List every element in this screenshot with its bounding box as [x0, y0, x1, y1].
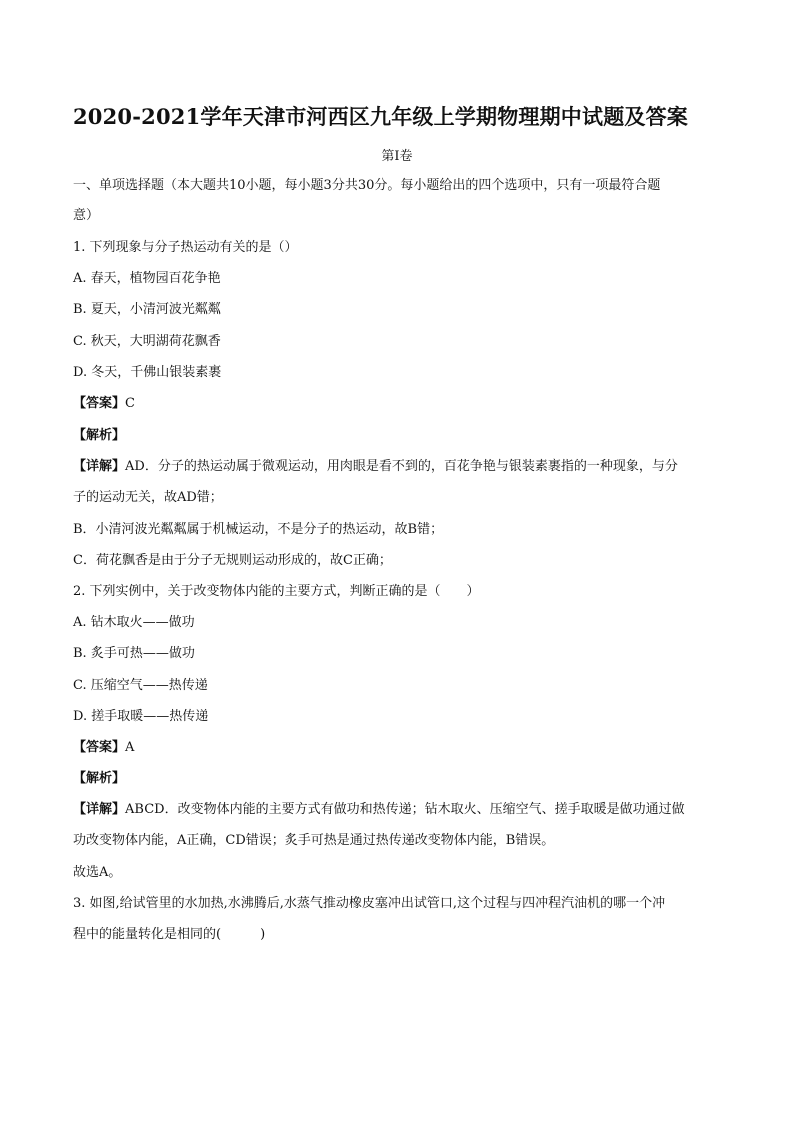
q1-analysis-tag: 【解析】: [73, 428, 126, 443]
q1-answer-value: C: [125, 396, 135, 411]
q2-option-b: B. 炙手可热——做功: [73, 646, 195, 661]
q1-detail-line3: B．小清河波光粼粼属于机械运动，不是分子的热运动，故B错；: [73, 522, 444, 537]
q2-detail-label: 【详解】: [73, 802, 126, 817]
section-heading-line1: 一、单项选择题（本大题共10小题，每小题3分共30分。每小题给出的四个选项中，只有一项最符合题: [73, 178, 661, 193]
q2-option-d: D. 搓手取暖——热传递: [73, 709, 209, 724]
q2-answer: [73, 739, 733, 757]
q2-answer-value: A: [125, 740, 135, 755]
q2-detail-text1: ABCD．改变物体内能的主要方式有做功和热传递；钻木取火、压缩空气、搓手取暖是做功通过做: [125, 802, 685, 817]
q2-detail-line1: [73, 801, 733, 819]
q2-option-c: C. 压缩空气——热传递: [73, 678, 208, 693]
q2-stem: 2. 下列实例中，关于改变物体内能的主要方式，判断正确的是（ ）: [73, 584, 480, 599]
q3-stem-line1: 3. 如图,给试管里的水加热,水沸腾后,水蒸气推动橡皮塞冲出试管口,这个过程与四冲程汽油机的哪一个冲: [73, 896, 666, 911]
q1-analysis-label: [73, 427, 733, 445]
q2-option-a: A. 钻木取火——做功: [73, 615, 195, 630]
q2-detail-line2: 功改变物体内能，A正确，CD错误；炙手可热是通过热传递改变物体内能，B错误。: [73, 833, 555, 848]
page-title: 2020-2021学年天津市河西区九年级上学期物理期中试题及答案: [73, 104, 689, 129]
q1-option-a: A. 春天，植物园百花争艳: [73, 271, 221, 286]
q1-detail-line2: 子的运动无关，故AD错；: [73, 490, 223, 505]
q2-analysis-tag: 【解析】: [73, 771, 126, 786]
q1-detail-text1: AD．分子的热运动属于微观运动，用肉眼是看不到的，百花争艳与银装素裹指的一种现象，与分: [125, 459, 678, 474]
q2-analysis-label: [73, 770, 733, 788]
q1-stem: 1. 下列现象与分子热运动有关的是（）: [73, 240, 298, 255]
q1-answer-label: 【答案】: [73, 396, 126, 411]
section-heading-line2: 意）: [73, 208, 100, 223]
q1-option-d: D. 冬天，千佛山银装素裹: [73, 365, 222, 380]
q2-answer-label: 【答案】: [73, 740, 126, 755]
part-label: 第Ⅰ卷: [381, 149, 413, 164]
q2-conclusion: 故选A。: [73, 865, 122, 880]
q1-option-b: B. 夏天，小清河波光粼粼: [73, 302, 221, 317]
q1-detail-label: 【详解】: [73, 459, 126, 474]
q3-stem-line2: 程中的能量转化是相同的( ): [73, 927, 266, 942]
q1-detail-line1: [73, 458, 733, 476]
q1-answer: [73, 395, 733, 413]
q1-option-c: C. 秋天，大明湖荷花飘香: [73, 334, 221, 349]
q1-detail-line4: C．荷花飘香是由于分子无规则运动形成的，故C正确；: [73, 553, 392, 568]
